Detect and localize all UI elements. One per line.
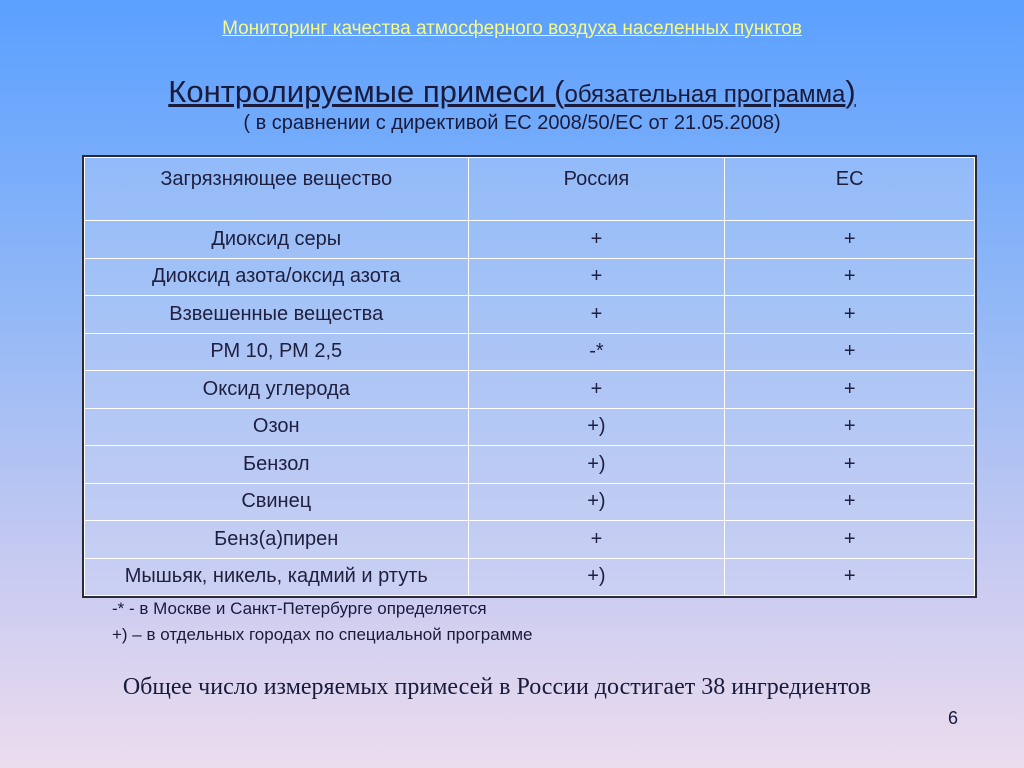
eu-cell: + bbox=[725, 333, 975, 371]
table-row bbox=[85, 446, 975, 484]
footnote-asterisk: -* - в Москве и Санкт-Петербурге определяется bbox=[112, 599, 487, 618]
eu-cell: + bbox=[725, 221, 975, 259]
russia-cell: +) bbox=[468, 408, 725, 446]
eu-cell: + bbox=[725, 296, 975, 334]
header-eu: ЕС bbox=[725, 158, 975, 221]
russia-cell: -* bbox=[468, 333, 725, 371]
russia-cell: + bbox=[468, 258, 725, 296]
pollutant-cell: РМ 10, РМ 2,5 bbox=[85, 333, 469, 371]
eu-cell: + bbox=[725, 483, 975, 521]
pollutant-cell: Свинец bbox=[85, 483, 469, 521]
table-row bbox=[85, 558, 975, 596]
pollutant-cell: Взвешенные вещества bbox=[85, 296, 469, 334]
slide-title bbox=[0, 74, 1024, 110]
table-row bbox=[85, 296, 975, 334]
pollutants-table bbox=[84, 157, 975, 596]
footnotes bbox=[112, 596, 533, 648]
title-main: Контролируемые примеси ( bbox=[168, 74, 565, 109]
eu-cell: + bbox=[725, 521, 975, 559]
russia-cell: +) bbox=[468, 483, 725, 521]
pollutant-cell: Бенз(а)пирен bbox=[85, 521, 469, 559]
eu-cell: + bbox=[725, 408, 975, 446]
russia-cell: + bbox=[468, 221, 725, 259]
conclusion-text: Общее число измеряемых примесей в России достигает 38 ингредиентов bbox=[122, 674, 872, 700]
table-row bbox=[85, 258, 975, 296]
table-row bbox=[85, 483, 975, 521]
table-row bbox=[85, 221, 975, 259]
table-header-row bbox=[85, 158, 975, 221]
footnote-paren: +) – в отдельных городах по специальной программе bbox=[112, 625, 533, 644]
table-row bbox=[85, 371, 975, 409]
pollutant-cell: Бензол bbox=[85, 446, 469, 484]
russia-cell: + bbox=[468, 296, 725, 334]
russia-cell: + bbox=[468, 521, 725, 559]
pollutant-cell: Озон bbox=[85, 408, 469, 446]
eu-cell: + bbox=[725, 258, 975, 296]
russia-cell: +) bbox=[468, 446, 725, 484]
eu-cell: + bbox=[725, 558, 975, 596]
pollutant-cell: Диоксид серы bbox=[85, 221, 469, 259]
table-row bbox=[85, 408, 975, 446]
pollutant-cell: Мышьяк, никель, кадмий и ртуть bbox=[85, 558, 469, 596]
pollutant-cell: Оксид углерода bbox=[85, 371, 469, 409]
russia-cell: + bbox=[468, 371, 725, 409]
title-close: ) bbox=[845, 74, 856, 109]
slide-subtitle: ( в сравнении с директивой ЕС 2008/50/ЕС от 21.05.2008) bbox=[243, 112, 781, 134]
table-row bbox=[85, 521, 975, 559]
pollutant-cell: Диоксид азота/оксид азота bbox=[85, 258, 469, 296]
slide-header: Мониторинг качества атмосферного воздуха населенных пунктов bbox=[222, 18, 802, 39]
eu-cell: + bbox=[725, 371, 975, 409]
eu-cell: + bbox=[725, 446, 975, 484]
page-number: 6 bbox=[948, 708, 959, 728]
title-paren: обязательная программа bbox=[564, 81, 846, 108]
russia-cell: +) bbox=[468, 558, 725, 596]
header-pollutant: Загрязняющее вещество bbox=[85, 158, 469, 221]
header-russia: Россия bbox=[468, 158, 725, 221]
table-row bbox=[85, 333, 975, 371]
